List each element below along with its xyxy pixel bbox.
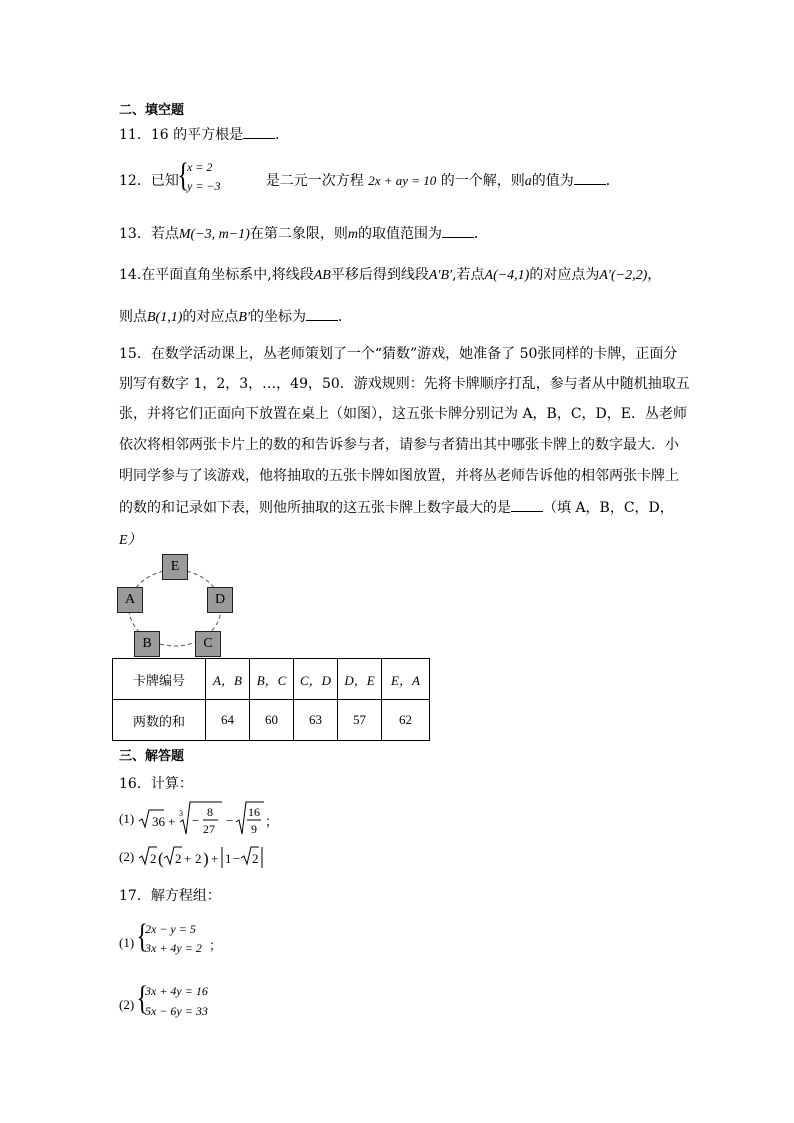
section-title-fill-blank: 二、填空题: [119, 103, 185, 118]
system-line-2: y = −3: [187, 179, 221, 193]
card-sum-table: [112, 658, 430, 741]
svg-text:2: 2: [150, 851, 157, 866]
system-line-1: 3x + 4y = 16: [145, 984, 208, 998]
card-d: D: [207, 587, 233, 613]
table-cell: 60: [250, 700, 294, 741]
equation: 2x + ay = 10: [368, 173, 437, 188]
question-13: 13．若点M(−3, m−1)在第二象限，则m的取值范围为 ．: [119, 223, 488, 243]
question-17: 17．解方程组：: [119, 888, 221, 904]
system-line-2: 5x − 6y = 33: [145, 1004, 208, 1018]
question-15-line-6: 的数的和记录如下表，则他所抽取的这五张卡牌上数字最大的是 （填 A，B，C，D，: [119, 497, 674, 517]
svg-text:9: 9: [251, 822, 257, 836]
semicolon: ；: [209, 939, 223, 954]
radical-expression: [119, 800, 279, 840]
svg-text:+: +: [168, 814, 176, 829]
table-cell: 63: [294, 700, 338, 741]
table-row: [113, 700, 430, 741]
question-15-line-5: 明同学参与了该游戏，他将抽取的五张卡牌如图放置，并将丛老师告诉他的相邻两张卡牌上: [119, 468, 679, 484]
question-12: 12．已知 是二元一次方程 2x + ay = 10 的一个解，则a的值为 ．: [119, 170, 620, 190]
question-17-part-1-label: (1): [119, 935, 135, 950]
question-14-line-2: 则点B(1,1)的对应点B′的坐标为 ．: [119, 306, 352, 326]
section-title-solve: 三、解答题: [119, 749, 185, 764]
question-14-line-1: 14.在平面直角坐标系中,将线段AB平移后得到线段A′B′,若点A(−4,1)的对应点为A′(−2,2)，: [119, 267, 662, 283]
table-cell: E，A: [382, 659, 430, 700]
svg-text:+: +: [211, 851, 219, 866]
point-m: M(−3, m−1): [178, 227, 250, 242]
table-cell: 64: [206, 700, 250, 741]
system-line-1: x = 2: [187, 160, 213, 174]
table-cell: 62: [382, 700, 430, 741]
card-b: B: [134, 631, 160, 657]
system-line-2: 3x + 4y = 2: [145, 941, 202, 955]
svg-text:2: 2: [195, 851, 202, 866]
svg-text:16: 16: [248, 805, 260, 819]
question-15-line-4: 依次将相邻两张卡片上的数的和告诉参与者，请参与者猜出其中哪张卡牌上的数字最大．小: [119, 437, 679, 453]
svg-text:−: −: [233, 851, 241, 866]
question-11-text: 11．16 的平方根是: [119, 127, 244, 143]
card-e: E: [162, 554, 188, 580]
table-cell: 57: [338, 700, 382, 741]
svg-text:36: 36: [152, 814, 165, 829]
system-brace-icon: {: [177, 157, 189, 194]
question-15-line-2: 别写有数字 1，2，3，…，49，50．游戏规则：先将卡牌顺序打乱，参与者从中随机抽取五: [119, 376, 690, 392]
svg-text:−: −: [226, 813, 234, 828]
svg-text:+: +: [184, 851, 192, 866]
question-15-line-3: 张，并将它们正面向下放置在桌上（如图），这五张卡牌分别记为 A，B，C，D，E．丛老师: [119, 406, 688, 422]
svg-text:3: 3: [179, 809, 183, 818]
table-cell: B，C: [250, 659, 294, 700]
table-header-card-id: 卡牌编号: [113, 659, 206, 700]
svg-text:8: 8: [207, 805, 213, 819]
table-cell: C，D: [294, 659, 338, 700]
svg-text:−: −: [192, 813, 200, 828]
system-brace-icon: {: [136, 918, 148, 955]
radical-expression: [119, 842, 279, 872]
svg-text:(: (: [158, 849, 164, 868]
table-cell: A，B: [206, 659, 250, 700]
question-15-line-1: 15．在数学活动课上，丛老师策划了一个“猜数”游戏，她准备了 50张同样的卡牌，正面分: [119, 346, 678, 362]
question-16-part-1: (1) 36 + 3 − 8 27 − 16 9 ；: [119, 800, 279, 840]
question-11: 11．16 的平方根是 ．: [119, 124, 289, 144]
svg-text:27: 27: [203, 822, 215, 836]
svg-text:2: 2: [252, 851, 259, 866]
table-header-sum: 两数的和: [113, 700, 206, 741]
svg-text:): ): [203, 849, 209, 868]
svg-text:1: 1: [225, 851, 232, 866]
card-a: A: [117, 587, 143, 613]
svg-text:2: 2: [175, 851, 182, 866]
table-row: [113, 659, 430, 700]
question-16-part-2: (2) 2 ( 2 + 2 ) + 1 − 2: [119, 842, 279, 872]
question-15-line-7: E）: [119, 533, 142, 548]
system-line-1: 2x − y = 5: [145, 922, 196, 936]
question-17-part-2-label: (2): [119, 997, 135, 1012]
table-cell: D，E: [338, 659, 382, 700]
card-c: C: [195, 631, 221, 657]
system-brace-icon: {: [136, 980, 148, 1017]
question-16: 16．计算：: [119, 776, 193, 792]
